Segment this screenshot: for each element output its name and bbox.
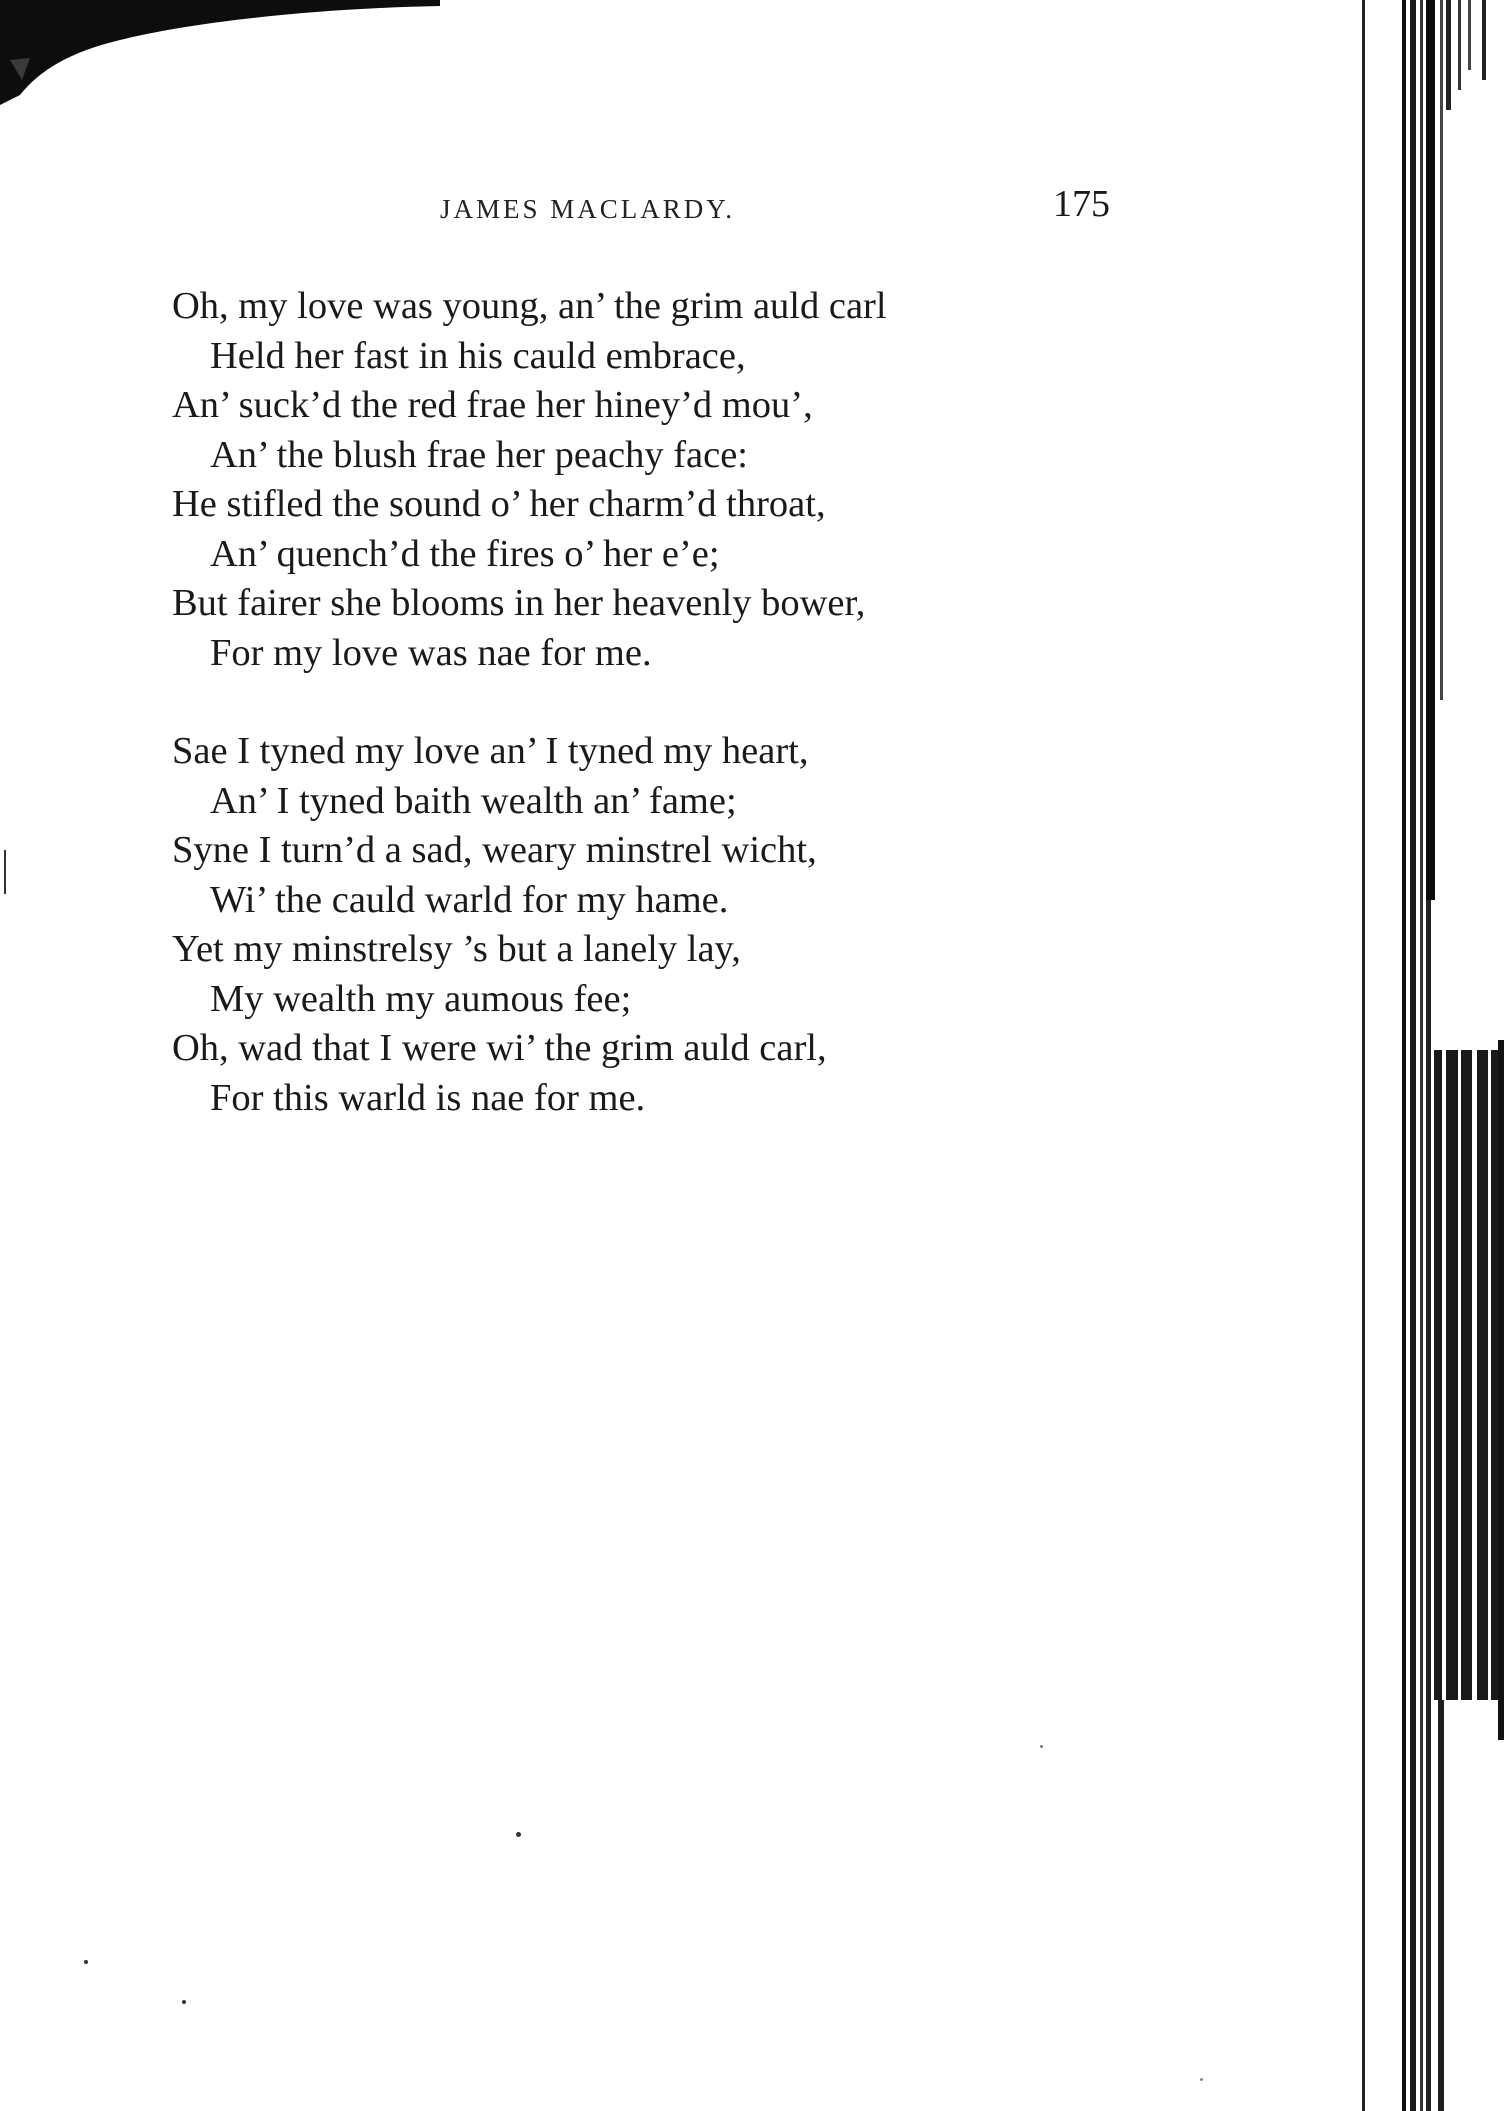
scan-speck [1040,1745,1043,1748]
stanza-2 [172,727,1072,1123]
scan-speck [84,1960,88,1964]
poem-line: He stifled the sound o’ her charm’d throat, [172,483,826,525]
poem-line: An’ I tyned baith wealth an’ fame; [210,779,737,822]
poem-line: For my love was nae for me. [210,631,652,674]
page-number: 175 [1053,183,1110,225]
poem-line: Oh, my love was young, an’ the grim auld carl [172,285,887,327]
scan-speck [182,2000,186,2004]
page-header [170,183,1110,240]
poem-line: Sae I tyned my love an’ I tyned my heart, [172,730,809,772]
poem-line: But fairer she blooms in her heavenly bower, [172,582,866,624]
scan-shadow-corner [0,0,440,110]
poem-line: My wealth my aumous fee; [210,977,632,1020]
poem-line: An’ suck’d the red frae her hiney’d mou’, [172,384,813,426]
poem-line: Wi’ the cauld warld for my hame. [210,878,729,921]
stanza-1 [172,282,1072,678]
poem-line: Yet my minstrelsy ’s but a lanely lay, [172,928,741,970]
poem-line: An’ the blush frae her peachy face: [210,433,749,476]
poem-line: Oh, wad that I were wi’ the grim auld carl, [172,1027,827,1069]
poem-line: For this warld is nae for me. [210,1076,646,1119]
poem-line: An’ quench’d the fires o’ her e’e; [210,532,720,575]
running-head: JAMES MACLARDY. [440,194,736,224]
book-spine-edge [1362,0,1508,2111]
scan-speck [4,850,6,894]
scan-speck [516,1832,521,1837]
poem [172,282,1072,1172]
poem-line: Syne I turn’d a sad, weary minstrel wicht, [172,829,817,871]
poem-line: Held her fast in his cauld embrace, [210,334,746,377]
scan-speck [1200,2078,1203,2081]
